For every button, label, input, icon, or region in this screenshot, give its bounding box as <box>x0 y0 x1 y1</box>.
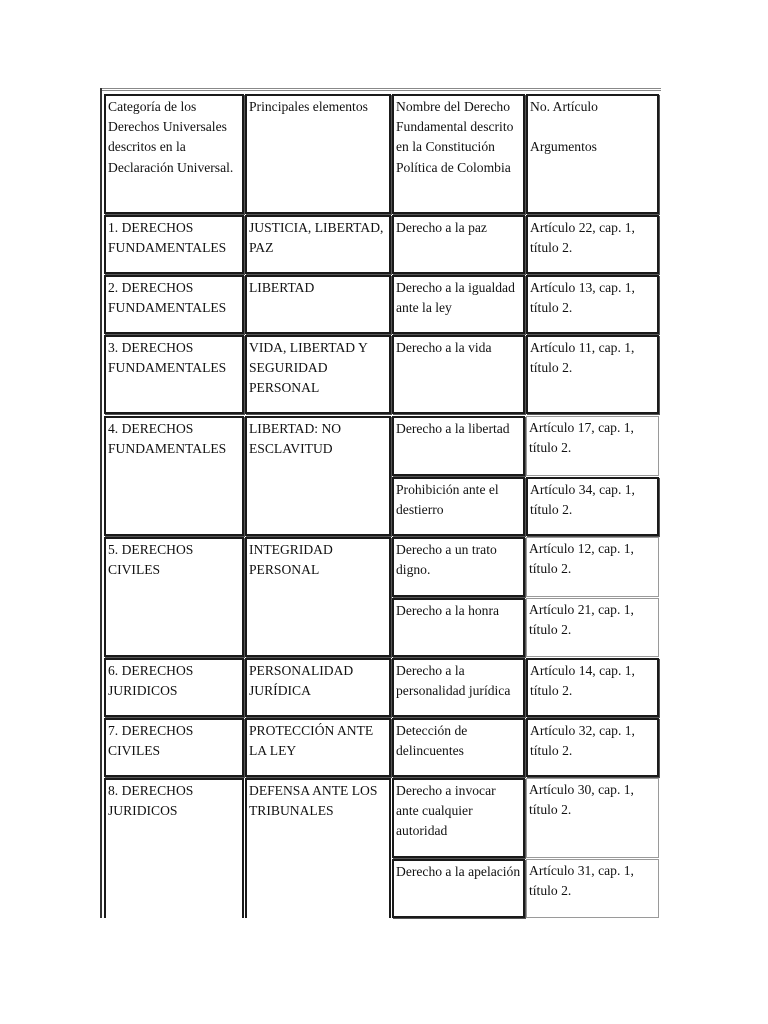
row2-derecho: Derecho a la igualdad ante la ley <box>392 275 525 334</box>
row1-articulo: Artículo 22, cap. 1, título 2. <box>526 215 659 274</box>
row4-categoria: 4. DERECHOS FUNDAMENTALES <box>104 416 244 536</box>
row6-categoria: 6. DERECHOS JURIDICOS <box>104 658 244 717</box>
row1-categoria: 1. DERECHOS FUNDAMENTALES <box>104 215 244 274</box>
row3-articulo: Artículo 11, cap. 1, título 2. <box>526 335 659 414</box>
row7-categoria: 7. DERECHOS CIVILES <box>104 718 244 777</box>
row7-derecho: Detección de delincuentes <box>392 718 525 777</box>
row1-derecho: Derecho a la paz <box>392 215 525 274</box>
row2-elementos: LIBERTAD <box>245 275 391 334</box>
row8-elementos: DEFENSA ANTE LOS TRIBUNALES <box>245 778 391 918</box>
row8-derecho-2: Derecho a la apelación <box>392 859 525 918</box>
row4-derecho-1: Derecho a la libertad <box>392 416 525 476</box>
header-elementos: Principales elementos <box>245 94 391 214</box>
row1-elementos: JUSTICIA, LIBERTAD, PAZ <box>245 215 391 274</box>
row5-elementos: INTEGRIDAD PERSONAL <box>245 537 391 657</box>
row5-articulo-2: Artículo 21, cap. 1, título 2. <box>526 598 659 657</box>
header-articulo: No. Artículo Argumentos <box>526 94 659 214</box>
row4-elementos: LIBERTAD: NO ESCLAVITUD <box>245 416 391 536</box>
header-categoria: Categoría de los Derechos Universales descritos en la Declaración Universal. <box>104 94 244 214</box>
header-nombre-derecho: Nombre del Derecho Fundamental descrito en la Constitución Política de Colombia <box>392 94 525 214</box>
row6-articulo: Artículo 14, cap. 1, título 2. <box>526 658 659 717</box>
row8-articulo-2: Artículo 31, cap. 1, título 2. <box>526 859 659 918</box>
row4-articulo-1: Artículo 17, cap. 1, título 2. <box>526 416 659 476</box>
row5-categoria: 5. DERECHOS CIVILES <box>104 537 244 657</box>
table-left-border <box>100 88 102 918</box>
row8-categoria: 8. DERECHOS JURIDICOS <box>104 778 244 918</box>
row4-derecho-2: Prohibición ante el destierro <box>392 477 525 536</box>
row8-articulo-1: Artículo 30, cap. 1, título 2. <box>526 778 659 858</box>
row2-articulo: Artículo 13, cap. 1, título 2. <box>526 275 659 334</box>
row5-derecho-2: Derecho a la honra <box>392 598 525 657</box>
row3-categoria: 3. DERECHOS FUNDAMENTALES <box>104 335 244 414</box>
row7-articulo: Artículo 32, cap. 1, título 2. <box>526 718 659 777</box>
row4-articulo-2: Artículo 34, cap. 1, título 2. <box>526 477 659 536</box>
table-top-border <box>101 88 661 91</box>
row6-elementos: PERSONALIDAD JURÍDICA <box>245 658 391 717</box>
row2-categoria: 2. DERECHOS FUNDAMENTALES <box>104 275 244 334</box>
row5-derecho-1: Derecho a un trato digno. <box>392 537 525 597</box>
row6-derecho: Derecho a la personalidad jurídica <box>392 658 525 717</box>
row8-derecho-1: Derecho a invocar ante cualquier autoridad <box>392 778 525 858</box>
row3-derecho: Derecho a la vida <box>392 335 525 414</box>
row7-elementos: PROTECCIÓN ANTE LA LEY <box>245 718 391 777</box>
row5-articulo-1: Artículo 12, cap. 1, título 2. <box>526 537 659 597</box>
row3-elementos: VIDA, LIBERTAD Y SEGURIDAD PERSONAL <box>245 335 391 414</box>
